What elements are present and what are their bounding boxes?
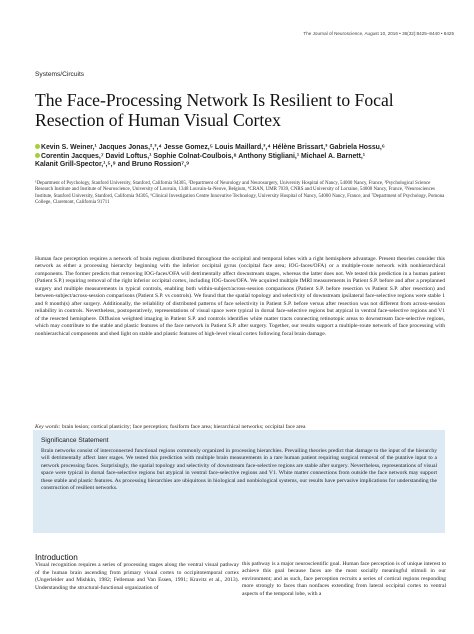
- author-line: [35, 144, 445, 153]
- author-line-text: Kalanit Grill-Spector,¹,⁵,⁹ and Bruno Rossion⁷,⁹: [35, 161, 190, 169]
- author-line-text: Corentin Jacques,⁷ David Loftus,¹ Sophie Colnat-Coulbois,⁸ Anthony Stigliani,¹ Michael A. Barnett,¹: [41, 152, 366, 160]
- author-list: [35, 144, 445, 170]
- significance-statement-box: [33, 430, 445, 533]
- keywords-label: Key words:: [35, 424, 61, 430]
- article-title: The Face-Processing Network Is Resilient to Focal Resection of Human Visual Cortex: [35, 90, 394, 130]
- abstract: Human face perception requires a network of brain regions distributed throughout the occipital and temporal lobes with a right hemisphere advantage. Present theories consider this network as either a processing hierarchy beginning with the inferior occipital gyrus (occipital face area; IOG-faces/OFA) or a multiple-route network with nonhierarchical components. The former predicts that removing IOG-faces/OFA will detrimentally affect downstream stages, whereas the latter does not. We tested this prediction in a human patient (Patient S.P.) requiring removal of the right inferior occipital cortex, including IOG-faces/OFA. We acquired multiple fMRI measurements in Patient S.P. before and after a preplanned surgery and multiple measurements in typical controls, enabling both within-subject/across-session comparisons (Patient S.P. before resection vs Patient S.P. after resection) and between-subject/across-session comparisons (Patient S.P. vs controls). We found that the spatial topology and selectivity of downstream ipsilateral face-selective regions were stable 1 and 8 month(s) after surgery. Additionally, the reliability of distributed patterns of face selectivity in Patient S.P. before versus after resection was not different from across-session reliability in controls. Nevertheless, postoperatively, representations of visual space were typical in dorsal face-selective regions but atypical in ventral face-selective regions and V1 of the resected hemisphere. Diffusion weighted imaging in Patient S.P. and controls identifies white matter tracts connecting retinotopic areas to downstream face-selective regions, which may contribute to the stable and plastic features of the face network in Patient S.P. after surgery. Together, our results support a multiple-route network of face processing with nonhierarchical components and shed light on stable and plastic features of high-level visual cortex following focal brain damage.: [35, 256, 445, 337]
- intro-right-column: [242, 561, 446, 598]
- intro-left-column: [35, 554, 239, 592]
- affiliations: ¹Department of Psychology, Stanford University, Stanford, California 94305, ²Department of Neurology and Neurosurgery, University Hospital of Nancy, 54000 Nancy, France, ³Psychological Science Research Institute and Institute of Neuroscience, University of Louvain, 1348 Louvain-la-Neuve, Belgium, ⁴CRAN, UMR 7039, CNRS and University of Lorraine, 54000 Nancy, France, ⁵Neurosciences Institute, Stanford University, Stanford, California 94305, ⁶Clinical Investigation Centre Innovative Technology, University Hospital of Nancy, 54000 Nancy, France, and ⁷Department of Psychology, Pomona College, Claremont, California 91711: [35, 181, 445, 206]
- section-label: Systems/Circuits: [35, 71, 85, 78]
- significance-text: Brain networks consist of interconnected functional regions commonly organized in processing hierarchies. Prevailing theories predict that damage to the input of the hierarchy will detrimentally affect later stages. We tested this prediction with multiple brain measurements in a rare human patient requiring surgical removal of the putative input to a network processing faces. Surprisingly, the spatial topology and selectivity of downstream face-selective regions are stable after surgery. Nevertheless, representations of visual space were typical in dorsal face-selective regions but atypical in ventral face-selective regions and V1. White matter connections from outside the face network may support these stable and plastic features. As processing hierarchies are ubiquitous in biological and nonbiological systems, our results have pervasive implications for understanding the construction of resilient networks.: [41, 448, 437, 492]
- intro-right-text: this pathway is a major neuroscientific goal. Human face perception is of unique interest to achieve this goal because faces are the most socially meaningful stimuli in our environment; and as such, face perception recruits a series of cortical regions responding more strongly to faces than nonfaces extending from lateral occipital cortex to ventral aspects of the temporal lobe, with a: [242, 561, 446, 597]
- intro-left-text: Visual recognition requires a series of processing stages along the ventral visual pathway of the human brain ascending from primary visual cortex to occipitotemporal cortex (Ungerleider and Mishkin, 1982; Felleman and Van Essen, 1991; Kravitz et al., 2013). Understanding the structural-functional organization of: [35, 562, 239, 591]
- orcid-icon[interactable]: [35, 144, 40, 149]
- intro-heading: Introduction: [35, 553, 78, 562]
- author-line: [35, 153, 445, 162]
- author-line: [35, 161, 445, 170]
- orcid-icon[interactable]: [35, 153, 40, 158]
- journal-header: The Journal of Neuroscience, August 10, 2016 • 36(32):8425–8440 • 8425: [303, 31, 454, 36]
- keywords-text: brain lesion; cortical plasticity; face perception; fusiform face area; hierarchical networks; occipital face area: [61, 424, 306, 430]
- significance-title: Significance Statement: [41, 437, 109, 444]
- author-line-text: Kevin S. Weiner,¹ Jacques Jonas,²,³,⁴ Jesse Gomez,⁵ Louis Maillard,³,⁴ Hélène Brissart,³ Gabriela Hossu,⁶: [41, 144, 385, 151]
